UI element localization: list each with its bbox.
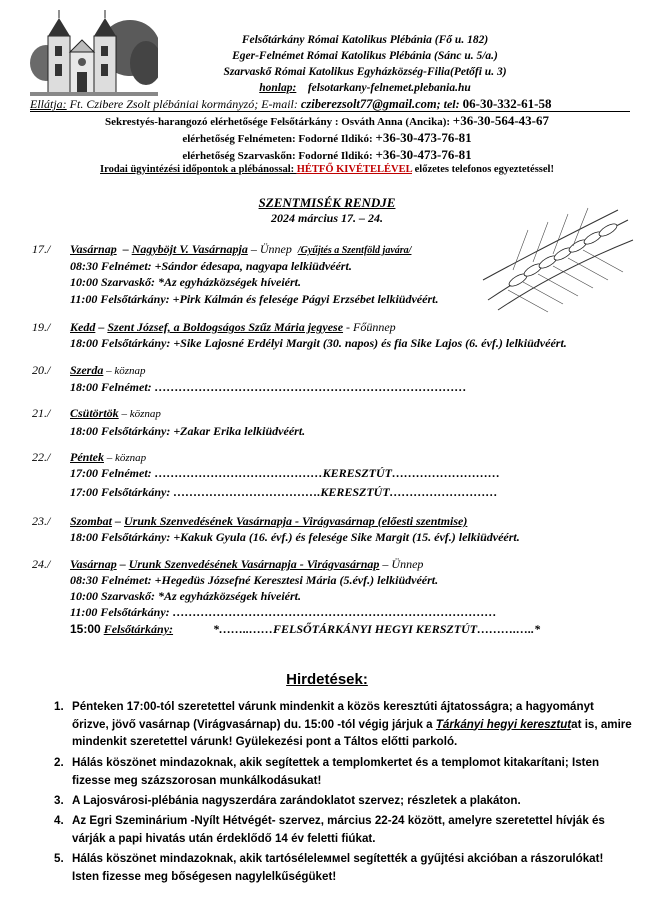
homepage-link[interactable]: felsotarkany-felnemet.plebania.hu <box>307 82 471 94</box>
email-link[interactable]: cziberezsolt77@gmail.com <box>300 97 437 111</box>
mass-entry: 18:00 Felsőtárkány: +Sike Lajosné Erdélyi Margit (30. napos) és fia Sike Lajos (6. évf.) lelkiüdvéért. <box>70 336 567 350</box>
day-header-19: Kedd – Szent József, a Boldogságos Szűz Mária jegyese - Főünnep <box>70 320 396 334</box>
schedule-title: SZENTMISÉK RENDJE <box>258 195 396 210</box>
mass-entry-way-of-cross: 15:00 Felsőtárkány: *……..……FELSŐTÁRKÁNYI HEGYI KERSZTÚT……….…..* <box>70 622 541 636</box>
date-number: 21./ <box>32 406 51 420</box>
mass-entry: 18:00 Felsőtárkány: +Kakuk Gyula (16. évf.) és felesége Sike Margit (15. évf.) lelkiüdvéért. <box>70 530 520 544</box>
mass-entry: 18:00 Felsőtárkány: +Zakar Erika lelkiüdvéért. <box>70 424 306 438</box>
day-header-22: Péntek – köznap <box>70 450 147 464</box>
day-header-24: Vasárnap – Urunk Szenvedésének Vasárnapja - Virágvasárnap – Ünnep <box>70 557 424 571</box>
mass-entry: 17:00 Felsőtárkány: ……………………………….KERESZTÚT……………………… <box>70 485 498 499</box>
palm-branches-image <box>478 200 638 320</box>
mass-entry: 10:00 Szarvaskő: *Az egyházközségek híveiért. <box>70 589 301 603</box>
date-number: 19./ <box>32 320 51 334</box>
schedule-dates: 2024 március 17. – 24. <box>270 211 383 225</box>
administrator-text: Ft. Czibere Zsolt plébániai kormányzó; E-mail: <box>66 97 301 111</box>
announcement-item: 5. Hálás köszönet mindazoknak, akik tartóséleleммel segítették a gyűjtési akcióban a rászorulókat! Isten fizesse meg bőségesen nagylelkűségüket! <box>54 852 604 883</box>
date-number: 24./ <box>32 557 51 571</box>
date-number: 17./ <box>32 242 51 256</box>
mass-entry: 08:30 Felnémet: +Hegedüs Józsefné Keresztesi Mária (5.évf.) lelkiüdvéért. <box>70 573 439 587</box>
announcements-title: Hirdetések: <box>286 671 368 688</box>
day-header-20: Szerda – köznap <box>70 363 146 377</box>
mass-entry: 11:00 Felsőtárkány: ……………………………………………………………………… <box>70 605 497 619</box>
date-number: 20./ <box>32 363 51 377</box>
mass-entry: 11:00 Felsőtárkány: +Pirk Kálmán és felesége Págyi Erzsébet lelkiüdvéért. <box>70 292 439 306</box>
homepage-line <box>160 81 570 96</box>
mass-entry: 18:00 Felnémet: …………………………………………………………………… <box>70 380 467 394</box>
parish-name-felsotarkany: Felsőtárkány Római Katolikus Plébánia (Fő u. 182) <box>241 34 489 46</box>
announcement-item: 2. Hálás köszönet mindazoknak, akik segítettek a templomkertet és a templomot kitakarítani; Isten fizesse meg százszorosan munkálkodásukat! <box>54 756 600 787</box>
day-header-17: Vasárnap – Nagyböjt V. Vasárnapja – Ünnep /Gyűjtés a Szentföld javára/ <box>70 242 412 256</box>
mass-entry: 08:30 Felnémet: +Sándor édesapa, nagyapa lelkiüdvéért. <box>70 259 352 273</box>
mass-entry: 17:00 Felnémet: ……………………………………KERESZTÚT……………………… <box>70 466 500 480</box>
contact-felnemet: elérhetőség Felnémeten: Fodorné Ildikó: +36-30-473-76-81 <box>182 130 472 145</box>
contact-szarvasko: elérhetőség Szarvaskőn: Fodorné Ildikó: +36-30-473-76-81 <box>182 147 472 162</box>
day-header-21: Csütörtök – köznap <box>70 406 161 420</box>
tel-label: ; tel: <box>436 97 463 111</box>
announcement-item: 3. A Lajosvárosi-plébánia nagyszerdára zarándoklatot szervez; részletek a plakáton. <box>54 794 521 807</box>
parish-name-felnemet: Eger-Felnémet Római Katolikus Plébánia (Sánc u. 5/a.) <box>232 50 498 62</box>
tel-number: 06-30-332-61-58 <box>462 96 552 111</box>
office-note: Irodai ügyintézési időpontok a plébánossal: HÉTFŐ KIVÉTELÉVEL előzetes telefonos egyeztetéssel! <box>100 164 554 175</box>
homepage-label: honlap: <box>259 82 297 94</box>
ellatja-label: Ellátja: <box>30 97 67 111</box>
date-number: 22./ <box>32 450 51 464</box>
day-header-23: Szombat – Urunk Szenvedésének Vasárnapja - Virágvasárnap (előesti szentmise) <box>70 514 468 528</box>
announcement-item: 4. Az Egri Szeminárium -Nyílt Hétvégét- szervez, március 22-24 között, amelyre szeretettel hívják és várják a papi hivatás után érdeklődő 14 év feletti fiúkat. <box>54 814 605 845</box>
divider <box>30 111 630 112</box>
contact-sacristan: Sekrestyés-harangozó elérhetősége Felsőtárkány : Osváth Anna (Ancika): +36-30-564-43-67 <box>104 113 550 128</box>
date-number: 23./ <box>32 514 51 528</box>
mass-entry: 10:00 Szarvaskő: *Az egyházközségek híveiért. <box>70 275 301 289</box>
administrator-line <box>30 96 634 112</box>
announcement-item: 1. Pénteken 17:00-tól szeretettel várunk mindenkit a közös keresztúti ájtatosságra; a hagyományt őrizve, jövő vasárnap (Virágvasárnap) du. 15:00 -tól végig járjuk a Tárkányi hegyi keresztutat is, amire mindenkit szeretettel várunk! Gyülekezési pont a Táltos előtti parkoló. <box>54 700 632 748</box>
parish-name-szarvasko: Szarvaskő Római Katolikus Egyházközség-Filia(Petőfi u. 3) <box>223 66 507 78</box>
church-image <box>30 8 158 96</box>
